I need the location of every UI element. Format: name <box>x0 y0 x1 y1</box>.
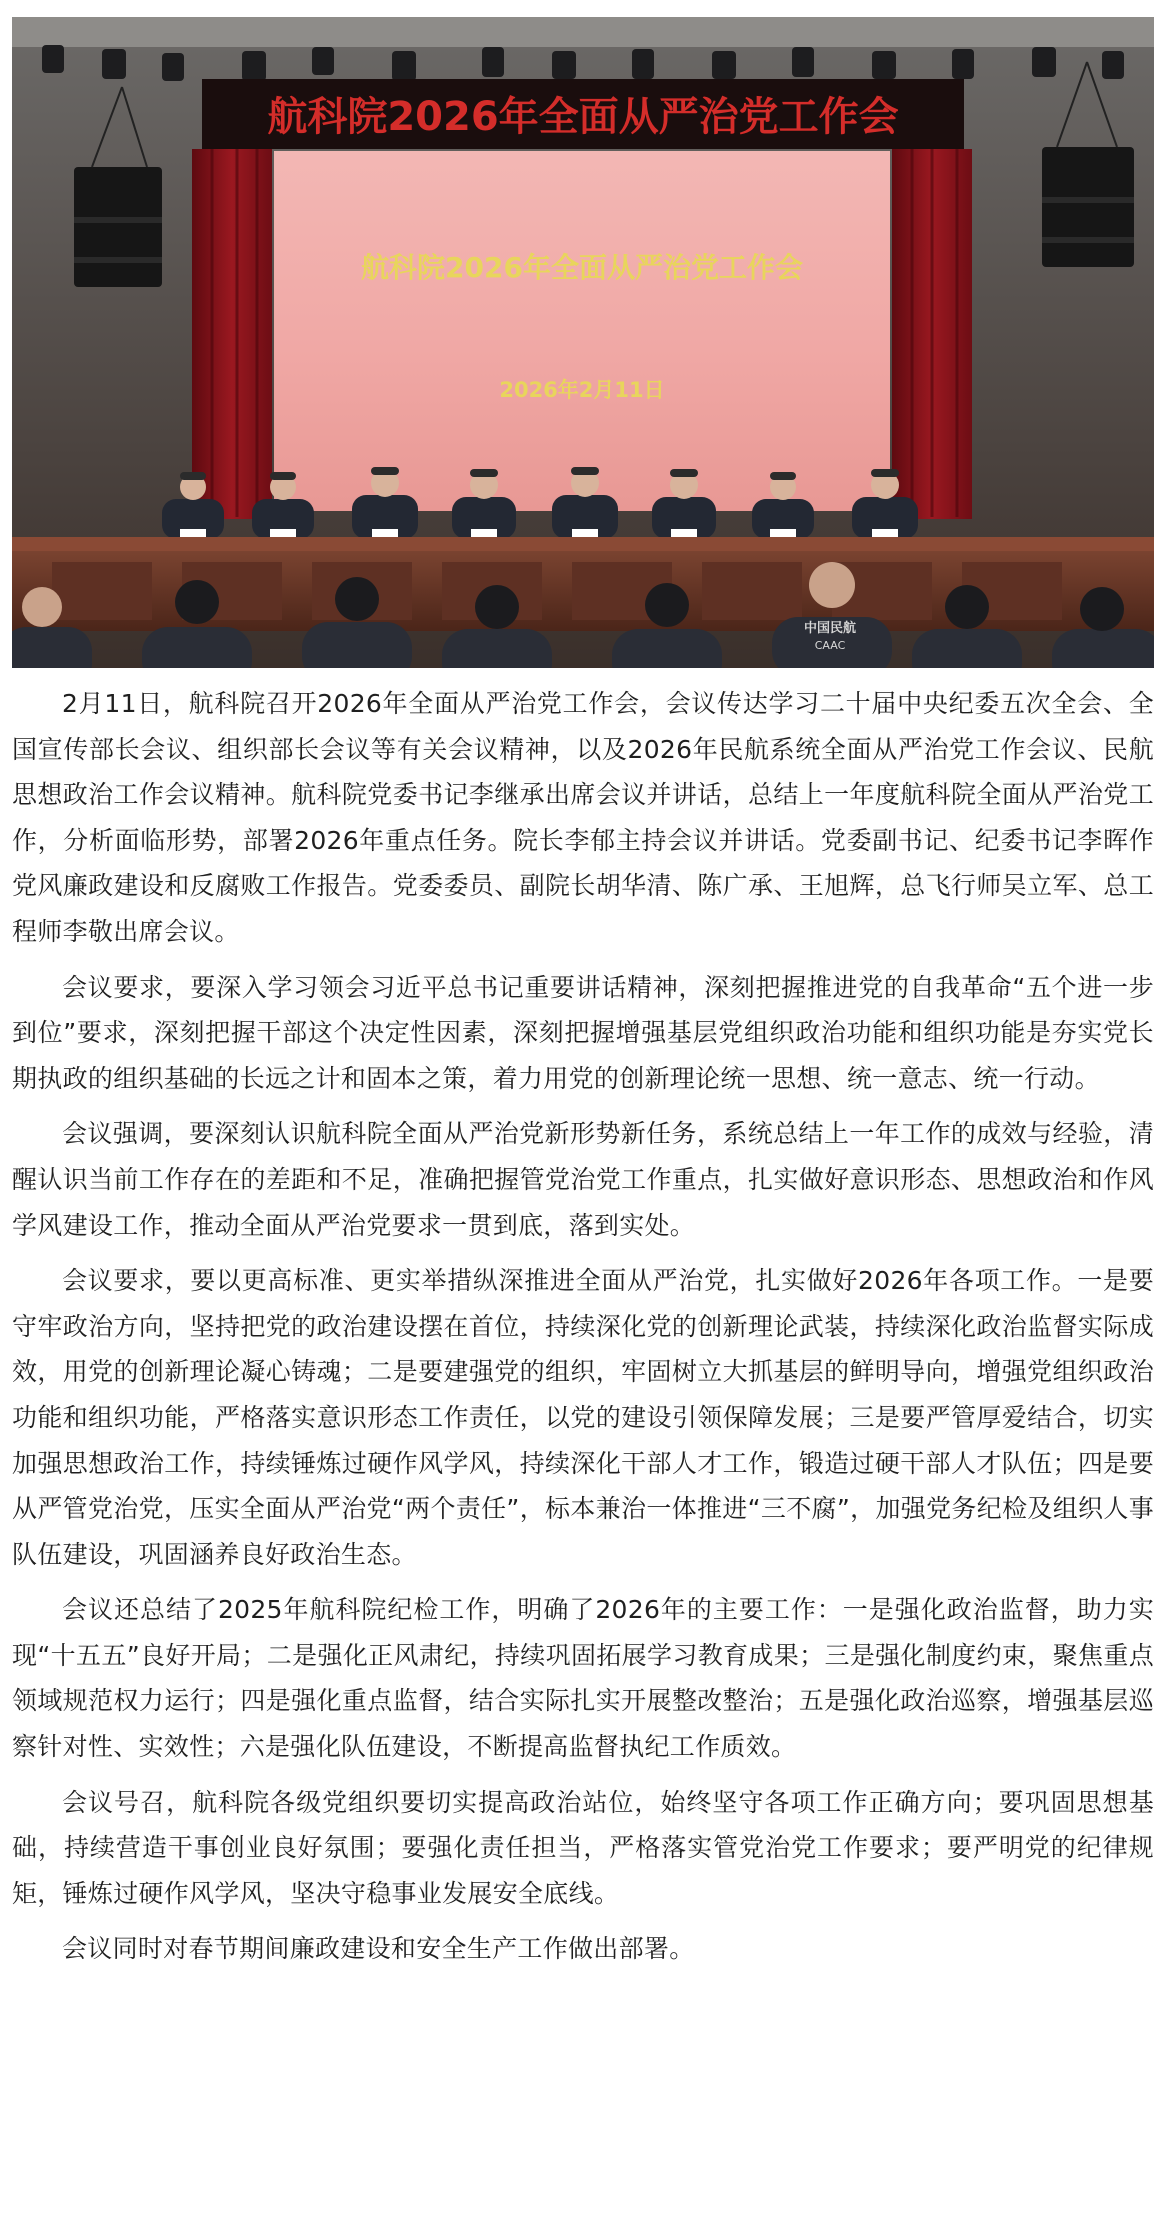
article-paragraph: 2月11日，航科院召开2026年全面从严治党工作会，会议传达学习二十届中央纪委五次全会、全国宣传部长会议、组织部长会议等有关会议精神，以及2026年民航系统全面从严治党工作会议、民航思想政治工作会议精神。航科院党委书记李继承出席会议并讲话，总结上一年度航科院全面从严治党工作，分析面临形势，部署2026年重点任务。院长李郁主持会议并讲话。党委副书记、纪委书记李晖作党风廉政建设和反腐败工作报告。党委委员、副院长胡华清、陈广承、王旭辉，总飞行师吴立军、总工程师李敬出席会议。 <box>12 689 1154 946</box>
article-paragraph: 会议号召，航科院各级党组织要切实提高政治站位，始终坚守各项工作正确方向；要巩固思想基础，持续营造干事创业良好氛围；要强化责任担当，严格落实管党治党工作要求；要严明党的纪律规矩，锤炼过硬作风学风，坚决守稳事业发展安全底线。 <box>12 1787 1154 1908</box>
screen-date: 2026年2月11日 <box>499 378 665 402</box>
screen-title: 航科院2026年全面从严治党工作会 <box>361 251 803 284</box>
article-paragraph: 会议强调，要深刻认识航科院全面从严治党新形势新任务，系统总结上一年工作的成效与经验，清醒认识当前工作存在的差距和不足，准确把握管党治党工作重点，扎实做好意识形态、思想政治和作风学风建设工作，推动全面从严治党要求一贯到底，落到实处。 <box>12 1119 1154 1240</box>
article-paragraph: 会议要求，要深入学习领会习近平总书记重要讲话精神，深刻把握推进党的自我革命“五个进一步到位”要求，深刻把握干部这个决定性因素，深刻把握增强基层党组织政治功能和组织功能是夯实党长期执政的组织基础的长远之计和固本之策，着力用党的创新理论统一思想、统一意志、统一行动。 <box>12 972 1154 1093</box>
jacket-logo-en: CAAC <box>814 639 846 652</box>
article-paragraph: 会议要求，要以更高标准、更实举措纵深推进全面从严治党，扎实做好2026年各项工作。一是要守牢政治方向，坚持把党的政治建设摆在首位，持续深化党的创新理论武装，持续深化政治监督实际成效，用党的创新理论凝心铸魂；二是要建强党的组织，牢固树立大抓基层的鲜明导向，增强党组织政治功能和组织功能，严格落实意识形态工作责任，以党的建设引领保障发展；三是要严管厚爱结合，切实加强思想政治工作，持续锤炼过硬作风学风，持续深化干部人才工作，锻造过硬干部人才队伍；四是要从严管党治党，压实全面从严治党“两个责任”，标本兼治一体推进“三不腐”，加强党务纪检及组织人事队伍建设，巩固涵养良好政治生态。 <box>12 1266 1154 1569</box>
banner-text: 航科院2026年全面从严治党工作会 <box>267 94 899 140</box>
article-paragraph: 会议还总结了2025年航科院纪检工作，明确了2026年的主要工作：一是强化政治监督，助力实现“十五五”良好开局；二是强化正风肃纪，持续巩固拓展学习教育成果；三是强化制度约束，聚焦重点领域规范权力运行；四是强化重点监督，结合实际扎实开展整改整治；五是强化政治巡察，增强基层巡察针对性、实效性；六是强化队伍建设，不断提高监督执纪工作质效。 <box>12 1595 1154 1762</box>
article-body <box>12 681 1154 1982</box>
jacket-logo-cn: 中国民航 <box>803 621 857 636</box>
meeting-photo <box>12 17 1154 668</box>
article-paragraph: 会议同时对春节期间廉政建设和安全生产工作做出部署。 <box>62 1934 695 1964</box>
